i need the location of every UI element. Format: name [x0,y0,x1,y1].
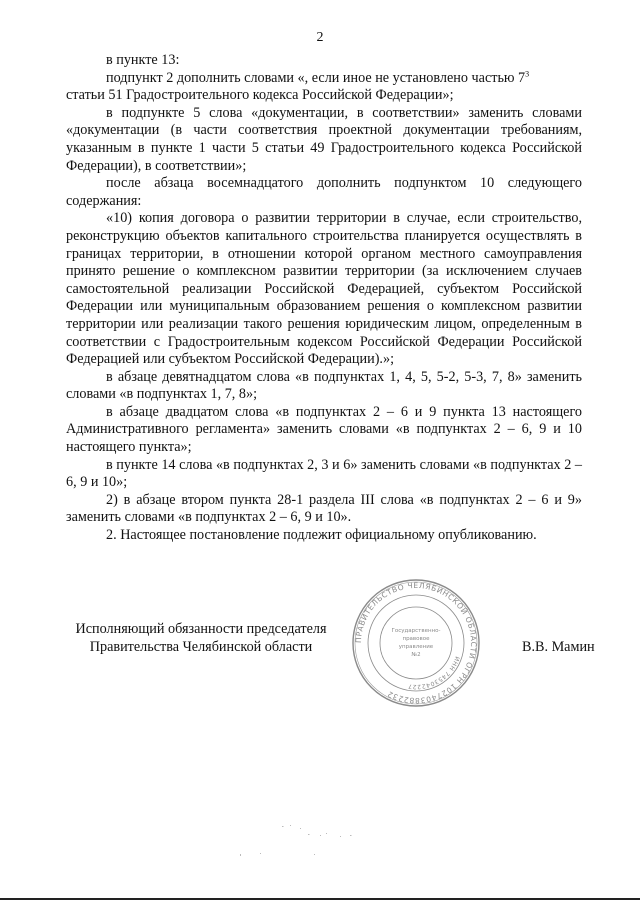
page-number: 2 [316,30,324,45]
paragraph-subclause-10: «10) копия договора о развитии территории в случае, если строительство, реконструкцию объектов капитального строительства планируется осуществлять в границах территории, в отношении которой органом местного самоуправления принято решение о комплексном развитии территории (за исключением случаев самостоятельной реализации Российской Федерацией, субъектом Российской Федерации или муниципальным образованием решения о комплексном развитии территории или реализации такого решения юридическим лицом, определенным в соответствии с Градостроительным кодексом Российской Федерации Российской Федерацией или субъектом Российской Федерации).»; [66,210,582,368]
page-bottom-edge [0,898,640,900]
seal-inner-text: ИНН 7453042227 [407,655,461,691]
seal-outer-text: ПРАВИТЕЛЬСТВО ЧЕЛЯБИНСКОЙ ОБЛАСТИ ОГРН 1027403882232 [353,580,479,706]
seal-center-line1: Государственно- [391,628,441,634]
official-seal [350,577,482,709]
paragraph-item-2: 2) в абзаце втором пункта 28-1 раздела III слова «в подпунктах 2 – 6 и 9» заменить словами «в подпунктах 2 – 6, 9 и 10». [66,491,582,526]
paragraph-article-51: статьи 51 Градостроительного кодекса Российской Федерации»; [66,87,454,104]
paragraph-after-18: после абзаца восемнадцатого дополнить подпунктом 10 следующего содержания: [66,175,582,209]
paragraph-nineteenth: в абзаце девятнадцатом слова «в подпунктах 1, 4, 5, 5-2, 5-3, 7, 8» заменить словами «в подпунктах 1, 7, 8»; [66,368,582,403]
seal-center-line4: №2 [411,652,421,658]
scan-noise [230,820,370,860]
signatory-position [56,620,346,656]
paragraph-publication: 2. Настоящее постановление подлежит официальному опубликованию. [106,527,537,544]
document-body [66,52,582,545]
superscript-number: 3 [525,68,530,78]
paragraph-subclause-5: в подпункте 5 слова «документации, в соответствии» заменить словами «документации (в части соответствия проектной документации требованиям, указанным в пункте 1 части 5 статьи 49 Градостроительного кодекса Российской Федерации), в соответствии»; [66,104,582,174]
paragraph-subclause-2-text: подпункт 2 дополнить словами «, если иное не установлено частью 7 [106,69,526,86]
paragraph-subclause-2 [66,70,582,88]
seal-center-line2: правовое [402,636,430,642]
paragraph-clause-14: в пункте 14 слова «в подпунктах 2, 3 и 6» заменить словами «в подпунктах 2 – 6, 9 и 10»; [66,456,582,491]
paragraph-clause-13: в пункте 13: [106,52,180,68]
seal-center-line3: управление [398,644,434,650]
signatory-name: В.В. Мамин [522,639,595,655]
signatory-position-line2: Правительства Челябинской области [89,639,313,655]
paragraph-twentieth: в абзаце двадцатом слова «в подпунктах 2 – 6 и 9 пункта 13 настоящего Административного регламента» заменить словами «в подпунктах 2 – 6, 9 и 10 настоящего пункта»; [66,403,582,456]
signatory-position-line1: Исполняющий обязанности председателя [75,621,327,637]
